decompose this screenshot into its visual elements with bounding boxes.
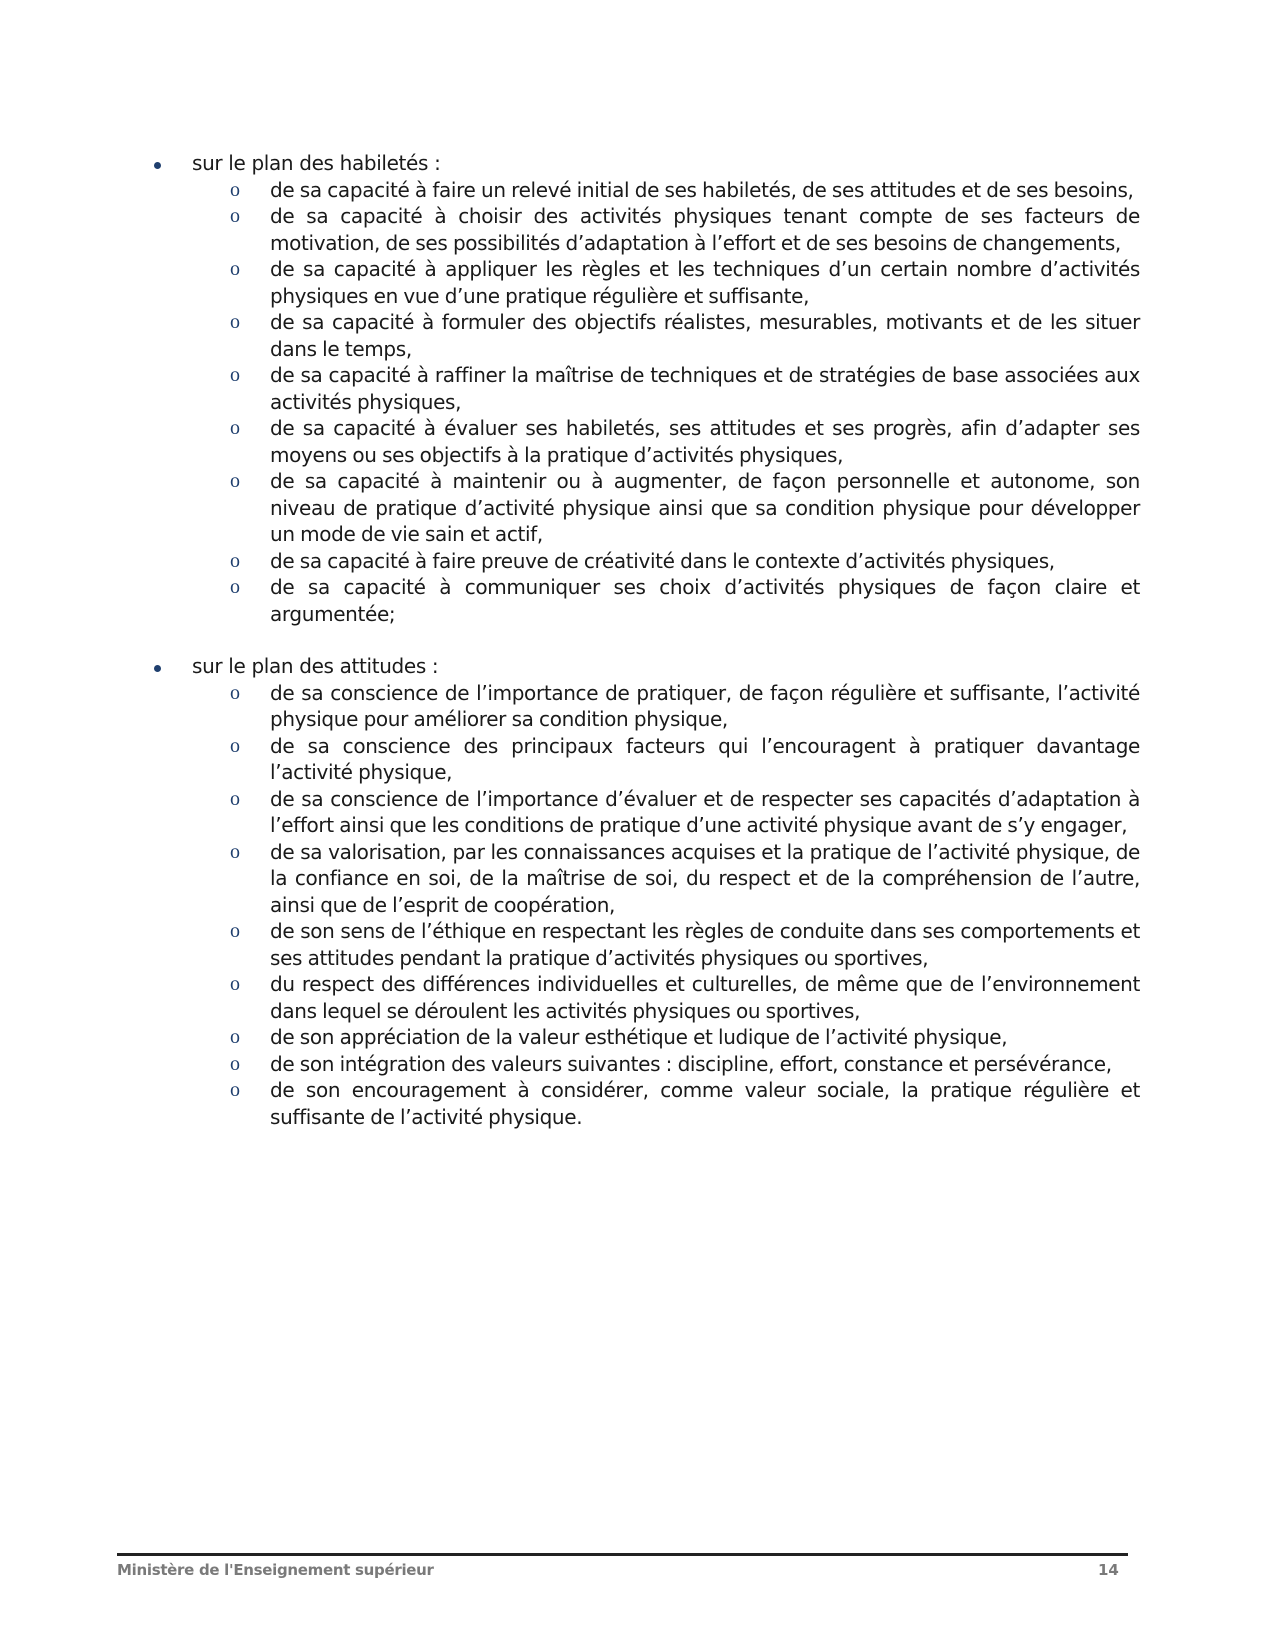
list-item [150,203,1140,256]
list-item-text: de sa capacité à évaluer ses habiletés, ses attitudes et ses progrès, afin d’adapter ses moyens ou ses objectifs à la pratique d’activités physiques, [270,416,1140,467]
list-item-text: de sa capacité à faire un relevé initial de ses habiletés, de ses attitudes et de ses besoins, [270,177,1134,202]
circle-bullet-icon: o [230,311,240,333]
list-item-text: de sa conscience de l’importance d’évaluer et de respecter ses capacités d’adaptation à l’effort ainsi que les conditions de pratique d’une activité physique avant de s’y engager, [270,786,1140,837]
circle-bullet-icon: o [230,1026,240,1048]
list-item [150,256,1140,309]
circle-bullet-icon: o [230,364,240,386]
bullet-dot-icon [154,162,161,169]
circle-bullet-icon: o [230,840,240,863]
list-item-text: de sa conscience des principaux facteurs qui l’encouragent à pratiquer davantage l’activité physique, [270,733,1140,784]
section-habiletes [150,150,1140,627]
footer-organization: Ministère de l'Enseignement supérieur [117,1561,434,1579]
list-item [150,839,1140,919]
list-item-text: de son intégration des valeurs suivantes : discipline, effort, constance et persévérance, [270,1051,1112,1076]
bullet-dot-icon [154,665,161,672]
circle-bullet-icon: o [230,576,240,598]
list-item-text: de sa capacité à communiquer ses choix d’activités physiques de façon claire et argumentée; [270,575,1140,626]
list-item-text: de son appréciation de la valeur esthétique et ludique de l’activité physique, [270,1025,1008,1049]
list-item-text: de sa capacité à faire preuve de créativité dans le contexte d’activités physiques, [270,548,1055,573]
circle-bullet-icon: o [230,178,240,201]
list-item [150,362,1140,415]
page-number: 14 [1098,1561,1119,1579]
section-attitudes [150,653,1140,1130]
list-item-text: de sa valorisation, par les connaissances acquises et la pratique de l’activité physique, de la confiance en soi, de la maîtrise de soi, du respect et de la compréhension de l’autre, ainsi que de l’esprit de coopération, [270,839,1140,917]
footer-divider [117,1553,1128,1556]
list-item-text: de sa capacité à choisir des activités physiques tenant compte de ses facteurs de motivation, de ses possibilités d’adaptation à l’effort et de ses besoins de changements, [270,204,1140,255]
circle-bullet-icon: o [230,787,240,810]
list-item [150,1051,1140,1078]
list-item-text: de son encouragement à considérer, comme valeur sociale, la pratique régulière et suffisante de l’activité physique. [270,1078,1140,1129]
list-item [150,733,1140,786]
list-item-text: de sa capacité à raffiner la maîtrise de techniques et de stratégies de base associées aux activités physiques, [270,363,1140,414]
list-item [150,415,1140,468]
list-item-text: de sa capacité à formuler des objectifs réalistes, mesurables, motivants et de les situer dans le temps, [270,310,1140,361]
list-item [150,309,1140,362]
list-item-text: de sa capacité à maintenir ou à augmenter, de façon personnelle et autonome, son niveau de pratique d’activité physique ainsi que sa condition physique pour développer un mode de vie sain et actif, [270,469,1140,546]
list-item-text: de sa conscience de l’importance de pratiquer, de façon régulière et suffisante, l’activité physique pour améliorer sa condition physique, [270,680,1140,731]
circle-bullet-icon: o [230,734,240,757]
section-heading-text: sur le plan des habiletés : [192,151,441,175]
section-heading [150,150,1140,177]
sub-list [150,680,1140,1131]
document-body [150,150,1140,1156]
list-item [150,468,1140,548]
list-item-text: du respect des différences individuelles et culturelles, de même que de l’environnement dans lequel se déroulent les activités physiques ou sportives, [270,972,1140,1023]
circle-bullet-icon: o [230,205,240,227]
circle-bullet-icon: o [230,1052,240,1075]
list-item [150,1024,1140,1051]
list-item-text: de son sens de l’éthique en respectant les règles de conduite dans ses comportements et ses attitudes pendant la pratique d’activités physiques ou sportives, [270,919,1140,970]
list-item [150,177,1140,204]
circle-bullet-icon: o [230,973,240,995]
list-item [150,574,1140,627]
list-item [150,786,1140,839]
list-item-text: de sa capacité à appliquer les règles et les techniques d’un certain nombre d’activités physiques en vue d’une pratique régulière et suffisante, [270,257,1140,308]
sub-list [150,177,1140,628]
list-item [150,1077,1140,1130]
circle-bullet-icon: o [230,1079,240,1101]
section-heading-text: sur le plan des attitudes : [192,654,439,678]
circle-bullet-icon: o [230,920,240,942]
circle-bullet-icon: o [230,549,240,572]
list-item [150,971,1140,1024]
list-item [150,680,1140,733]
list-item [150,548,1140,575]
circle-bullet-icon: o [230,681,240,704]
list-item [150,918,1140,971]
section-heading [150,653,1140,680]
circle-bullet-icon: o [230,470,240,492]
circle-bullet-icon: o [230,258,240,280]
circle-bullet-icon: o [230,417,240,439]
